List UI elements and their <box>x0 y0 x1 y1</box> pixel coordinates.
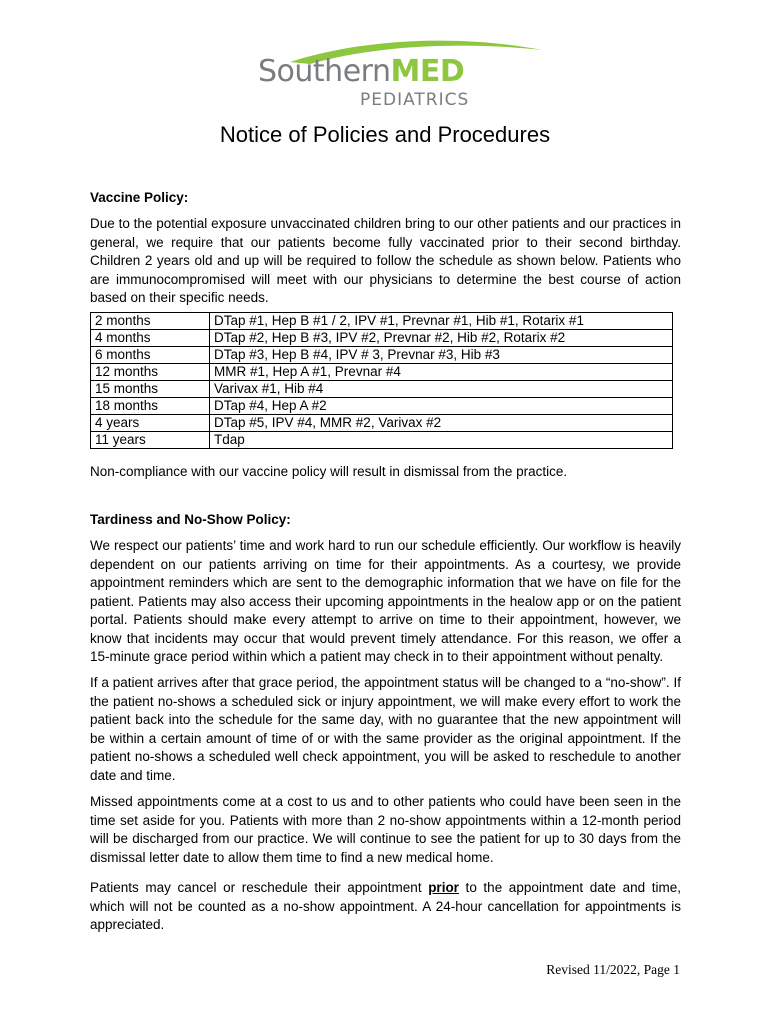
tardiness-policy-heading: Tardiness and No-Show Policy: <box>90 512 291 527</box>
schedule-vaccines-cell: DTap #4, Hep A #2 <box>210 398 673 415</box>
logo-brand-accent: MED <box>390 54 465 89</box>
schedule-age-cell: 4 months <box>91 330 210 347</box>
tardiness-paragraph-3: Missed appointments come at a cost to us and to other patients who could have been seen in the time set aside for you. Patients with more than 2 no-show appointments within a 12-month period will be discharged from our practice. We will continue to see the patient for up to 30 days from the dismissal letter date to allow them time to find a new medical home. <box>90 794 681 865</box>
tardiness-paragraph-2: If a patient arrives after that grace period, the appointment status will be changed to a “no-show”. If the patient no-shows a scheduled sick or injury appointment, we will make every effort to work the patient back into the schedule for the same day, with no guarantee that the new appointment will be within a certain amount of time of or with the same provider as the original appointment. If the patient no-shows a scheduled well check appointment, you will be asked to reschedule to another date and time. <box>90 675 681 783</box>
table-row <box>91 313 673 330</box>
logo-brand-primary: Southern <box>258 54 391 89</box>
schedule-vaccines-cell: DTap #3, Hep B #4, IPV # 3, Prevnar #3, Hib #3 <box>210 347 673 364</box>
table-row <box>91 364 673 381</box>
table-row <box>91 432 673 449</box>
vaccine-policy-intro: Due to the potential exposure unvaccinated children bring to our other patients and our practices in general, we require that our patients become fully vaccinated prior to their second birthday. Children 2 years old and up will be required to follow the schedule as shown below. Patients who are immunocompromised will meet with our physicians to determine the best course of action based on their specific needs. <box>90 216 681 305</box>
schedule-age-cell: 12 months <box>91 364 210 381</box>
schedule-age-cell: 18 months <box>91 398 210 415</box>
schedule-age-cell: 6 months <box>91 347 210 364</box>
tardiness-paragraph-4: Patients may cancel or reschedule their appointment prior to the appointment date and time, which will not be counted as a no-show appointment. A 24-hour cancellation for appointments is appreciated. <box>90 880 681 932</box>
logo-wordmark <box>258 54 464 89</box>
table-row <box>91 347 673 364</box>
vaccine-schedule-table <box>90 312 673 449</box>
schedule-age-cell: 4 years <box>91 415 210 432</box>
schedule-vaccines-cell: DTap #5, IPV #4, MMR #2, Varivax #2 <box>210 415 673 432</box>
schedule-vaccines-cell: Tdap <box>210 432 673 449</box>
schedule-vaccines-cell: MMR #1, Hep A #1, Prevnar #4 <box>210 364 673 381</box>
logo-subtitle: PEDIATRICS <box>360 90 470 110</box>
tardiness-paragraph-1: We respect our patients’ time and work hard to run our schedule efficiently. Our workflow is heavily dependent on our patients arriving on time for their appointments. As a courtesy, we provide appointment reminders which are sent to the demographic information that we have on file for the patient. Patients may also access their upcoming appointments in the healow app or on the patient portal. Patients should make every attempt to arrive on time to their appointment, however, we know that incidents may occur that would prevent timely attendance. For this reason, we offer a 15-minute grace period within which a patient may check in to their appointment without penalty. <box>90 538 681 664</box>
schedule-age-cell: 15 months <box>91 381 210 398</box>
southernmed-logo <box>250 40 550 120</box>
table-row <box>91 398 673 415</box>
vaccine-noncompliance-text: Non-compliance with our vaccine policy will result in dismissal from the practice. <box>90 464 568 479</box>
schedule-age-cell: 11 years <box>91 432 210 449</box>
schedule-age-cell: 2 months <box>91 313 210 330</box>
vaccine-policy-heading: Vaccine Policy: <box>90 190 189 205</box>
page-footer: Revised 11/2022, Page 1 <box>546 962 680 977</box>
table-row <box>91 381 673 398</box>
table-row <box>91 415 673 432</box>
schedule-vaccines-cell: DTap #1, Hep B #1 / 2, IPV #1, Prevnar #1, Hib #1, Rotarix #1 <box>210 313 673 330</box>
prior-emphasis: prior <box>428 880 459 895</box>
page-title: Notice of Policies and Procedures <box>219 122 551 147</box>
schedule-vaccines-cell: Varivax #1, Hib #4 <box>210 381 673 398</box>
table-row <box>91 330 673 347</box>
schedule-vaccines-cell: DTap #2, Hep B #3, IPV #2, Prevnar #2, Hib #2, Rotarix #2 <box>210 330 673 347</box>
